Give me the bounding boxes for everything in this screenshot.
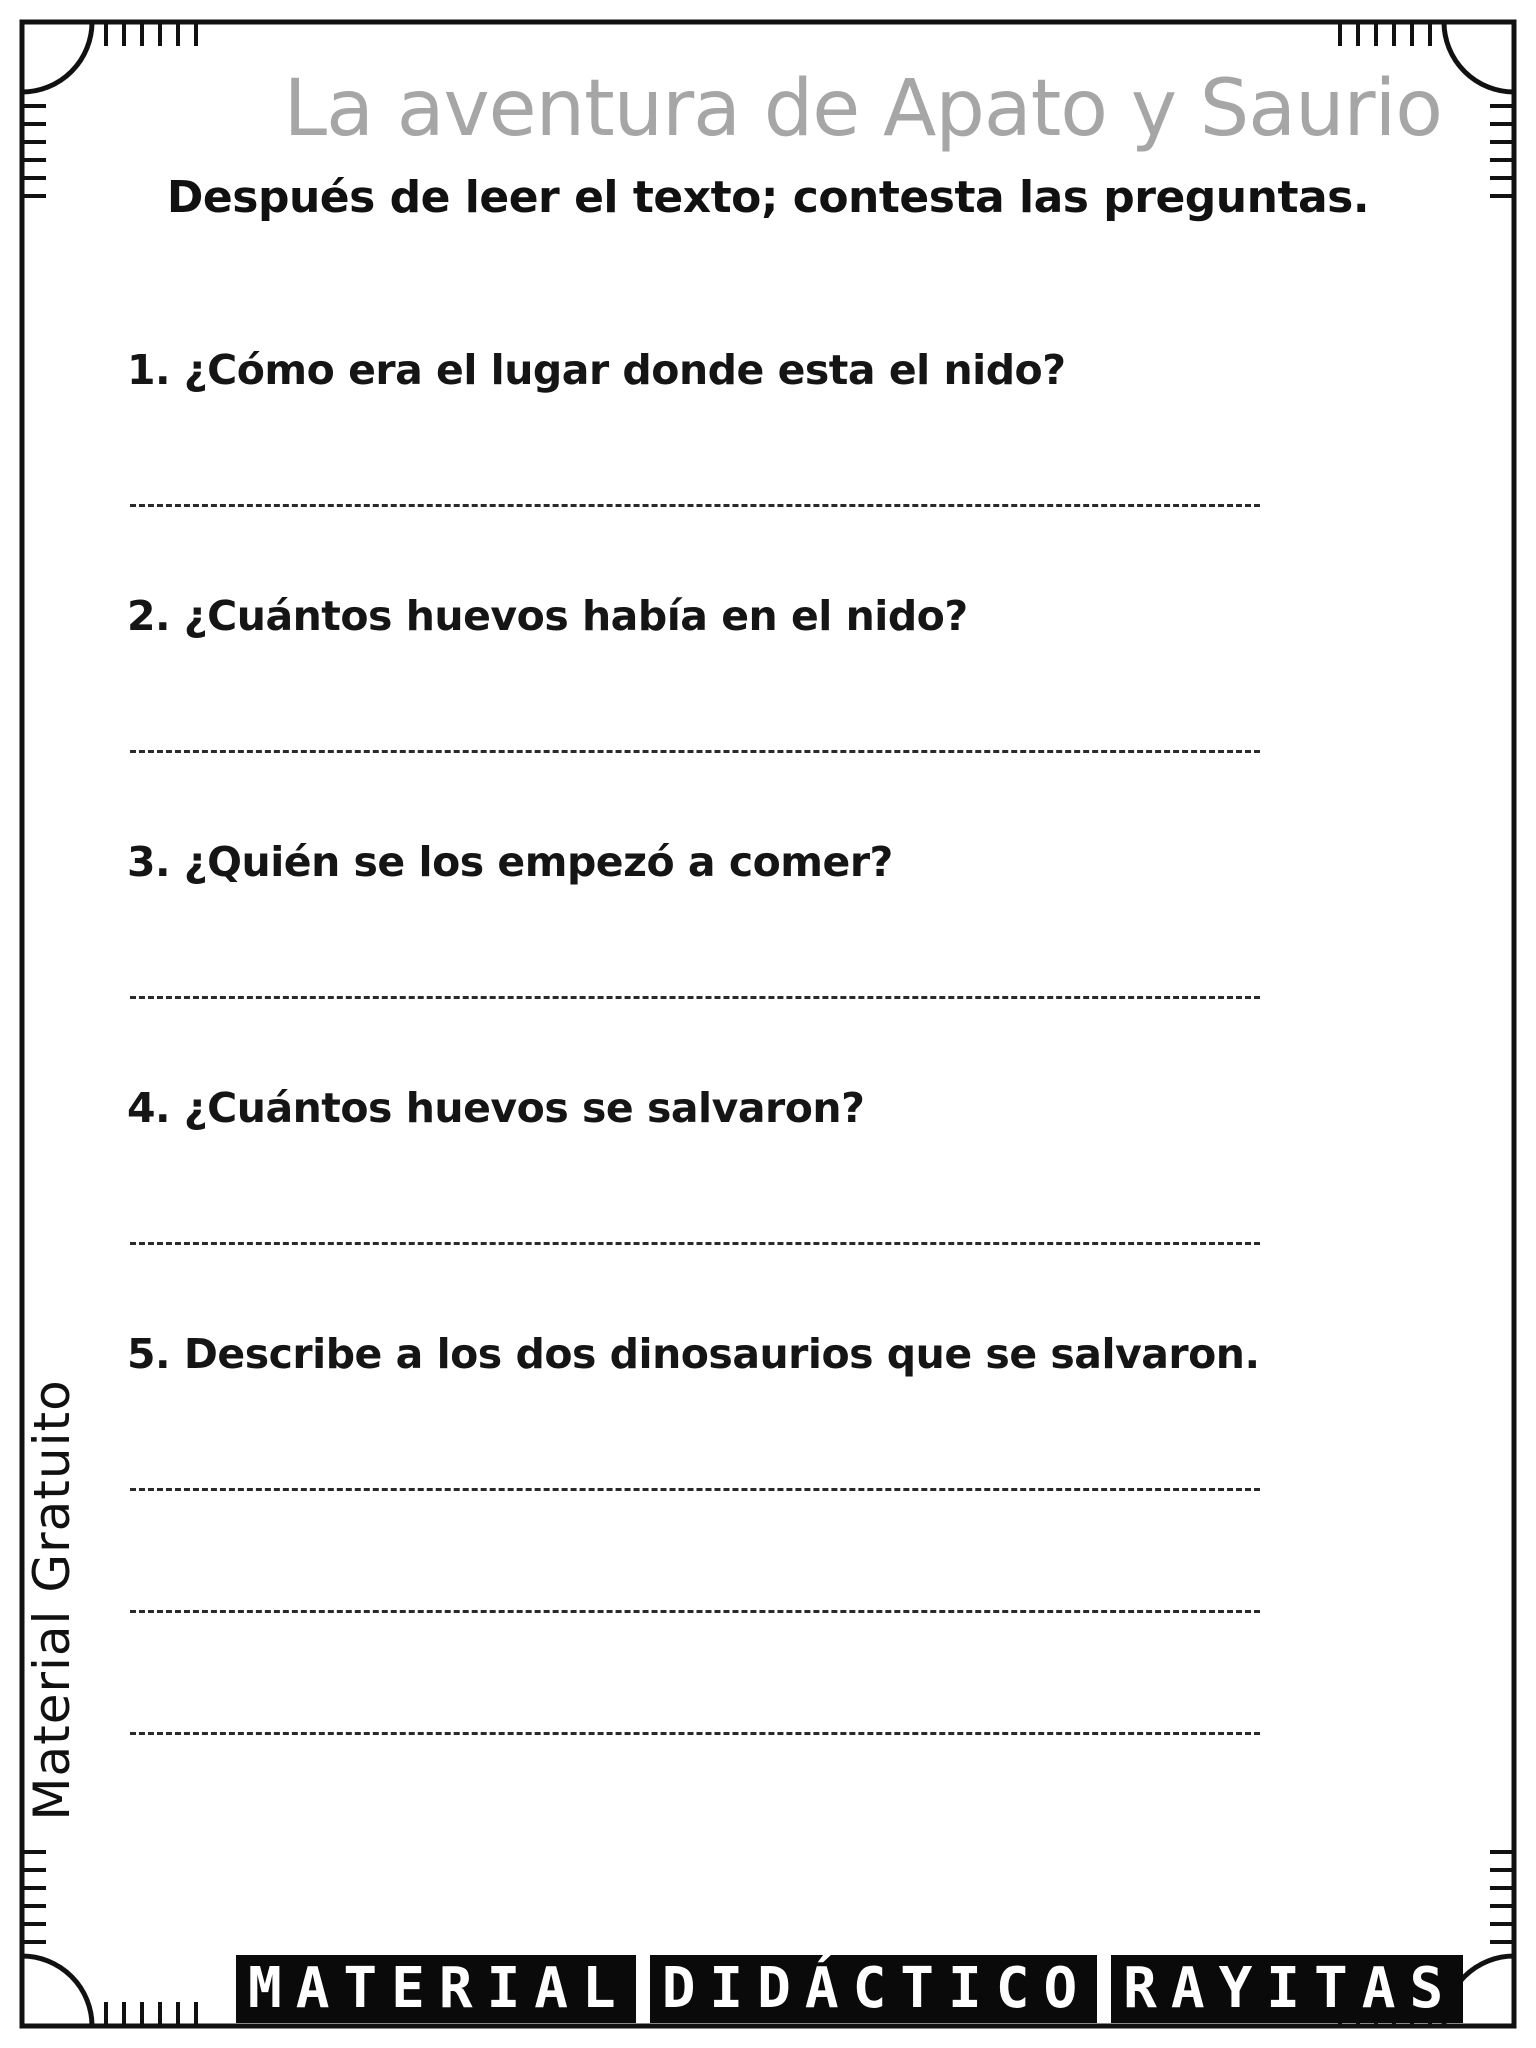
- answer-line-5b[interactable]: [130, 1610, 1260, 1613]
- answer-line-4[interactable]: [130, 1242, 1260, 1245]
- question-1: 1. ¿Cómo era el lugar donde esta el nido?: [127, 346, 1066, 394]
- answer-line-5c[interactable]: [130, 1732, 1260, 1735]
- question-2: 2. ¿Cuántos huevos había en el nido?: [127, 592, 968, 640]
- footer-word-didactico: DIDÁCTICO: [650, 1955, 1097, 2023]
- question-3: 3. ¿Quién se los empezó a comer?: [127, 838, 893, 886]
- footer-word-material: MATERIAL: [236, 1955, 636, 2023]
- question-4: 4. ¿Cuántos huevos se salvaron?: [127, 1084, 865, 1132]
- side-label-free-material: Material Gratuito: [23, 1379, 81, 1821]
- answer-line-1[interactable]: [130, 504, 1260, 507]
- footer-brand: [236, 1955, 1463, 2023]
- instruction-text: Después de leer el texto; contesta las preguntas.: [166, 172, 1370, 223]
- answer-line-3[interactable]: [130, 996, 1260, 999]
- question-5: 5. Describe a los dos dinosaurios que se salvaron.: [127, 1330, 1260, 1378]
- worksheet-title: La aventura de Apato y Saurio: [283, 64, 1442, 154]
- answer-line-5a[interactable]: [130, 1488, 1260, 1491]
- answer-line-2[interactable]: [130, 750, 1260, 753]
- footer-word-rayitas: RAYITAS: [1111, 1955, 1463, 2023]
